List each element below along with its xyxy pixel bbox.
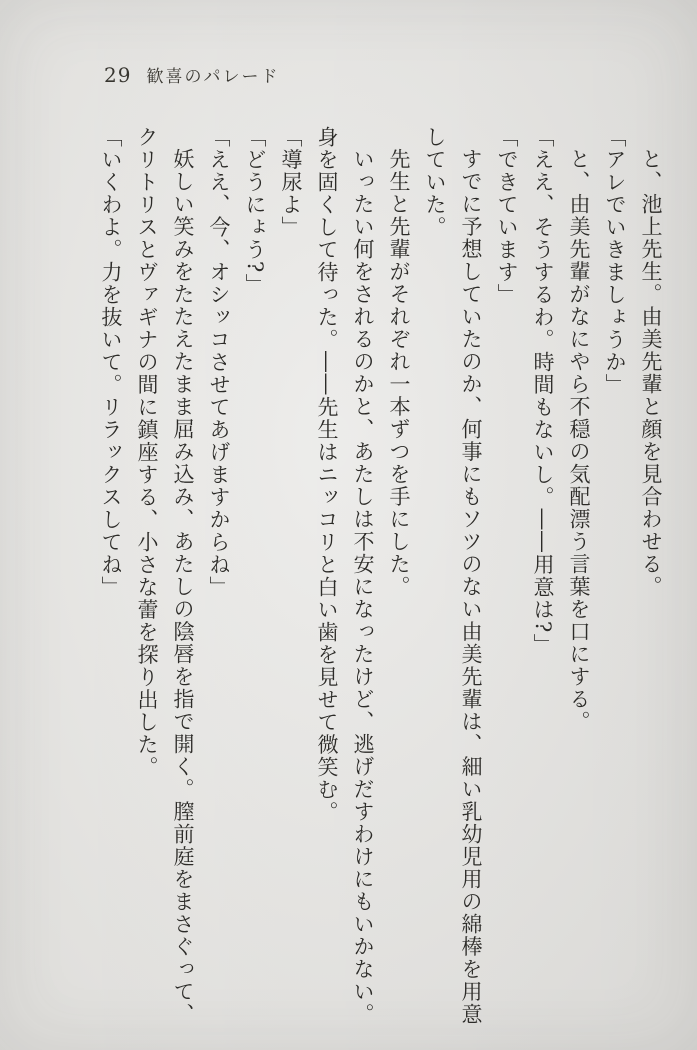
text-column: していた。: [423, 126, 447, 239]
text-column: 「できています」: [495, 126, 519, 306]
text-column: 「ええ、そうするわ。時間もないし。――用意は?」: [531, 126, 555, 657]
text-column: 先生と先輩がそれぞれ一本ずつを手にした。: [387, 148, 411, 598]
text-column: すでに予想していたのか、何事にもソツのない由美先輩は、細い乳幼児用の綿棒を用意: [459, 148, 483, 1026]
text-column: と、池上先生。由美先輩と顔を見合わせる。: [639, 148, 663, 598]
running-head: [104, 62, 279, 87]
text-column: 身を固くして待った。――先生はニッコリと白い歯を見せて微笑む。: [315, 126, 339, 824]
page-number: 29: [104, 63, 132, 87]
text-column: 妖しい笑みをたたえたまま屈み込み、あたしの陰唇を指で開く。膣前庭をまさぐって、: [171, 148, 195, 1026]
text-column: クリトリスとヴァギナの間に鎮座する、小さな蕾を探り出した。: [135, 126, 159, 779]
text-column: 「どうにょう?」: [243, 126, 267, 297]
text-column: 「いくわよ。力を抜いて。リラックスしてね」: [99, 126, 123, 599]
text-column: と、由美先輩がなにやら不穏の気配漂う言葉を口にする。: [567, 148, 591, 733]
text-column: 「導尿よ」: [279, 126, 303, 239]
text-column: いったい何をされるのかと、あたしは不安になったけど、逃げだすわけにもいかない。: [351, 148, 375, 1026]
vertical-text-block: [93, 126, 669, 1026]
text-column: 「ええ、今、オシッコさせてあげますからね」: [207, 126, 231, 599]
text-column: 「アレでいきましょうか」: [603, 126, 627, 396]
chapter-title: 歓喜のパレード: [146, 67, 280, 87]
